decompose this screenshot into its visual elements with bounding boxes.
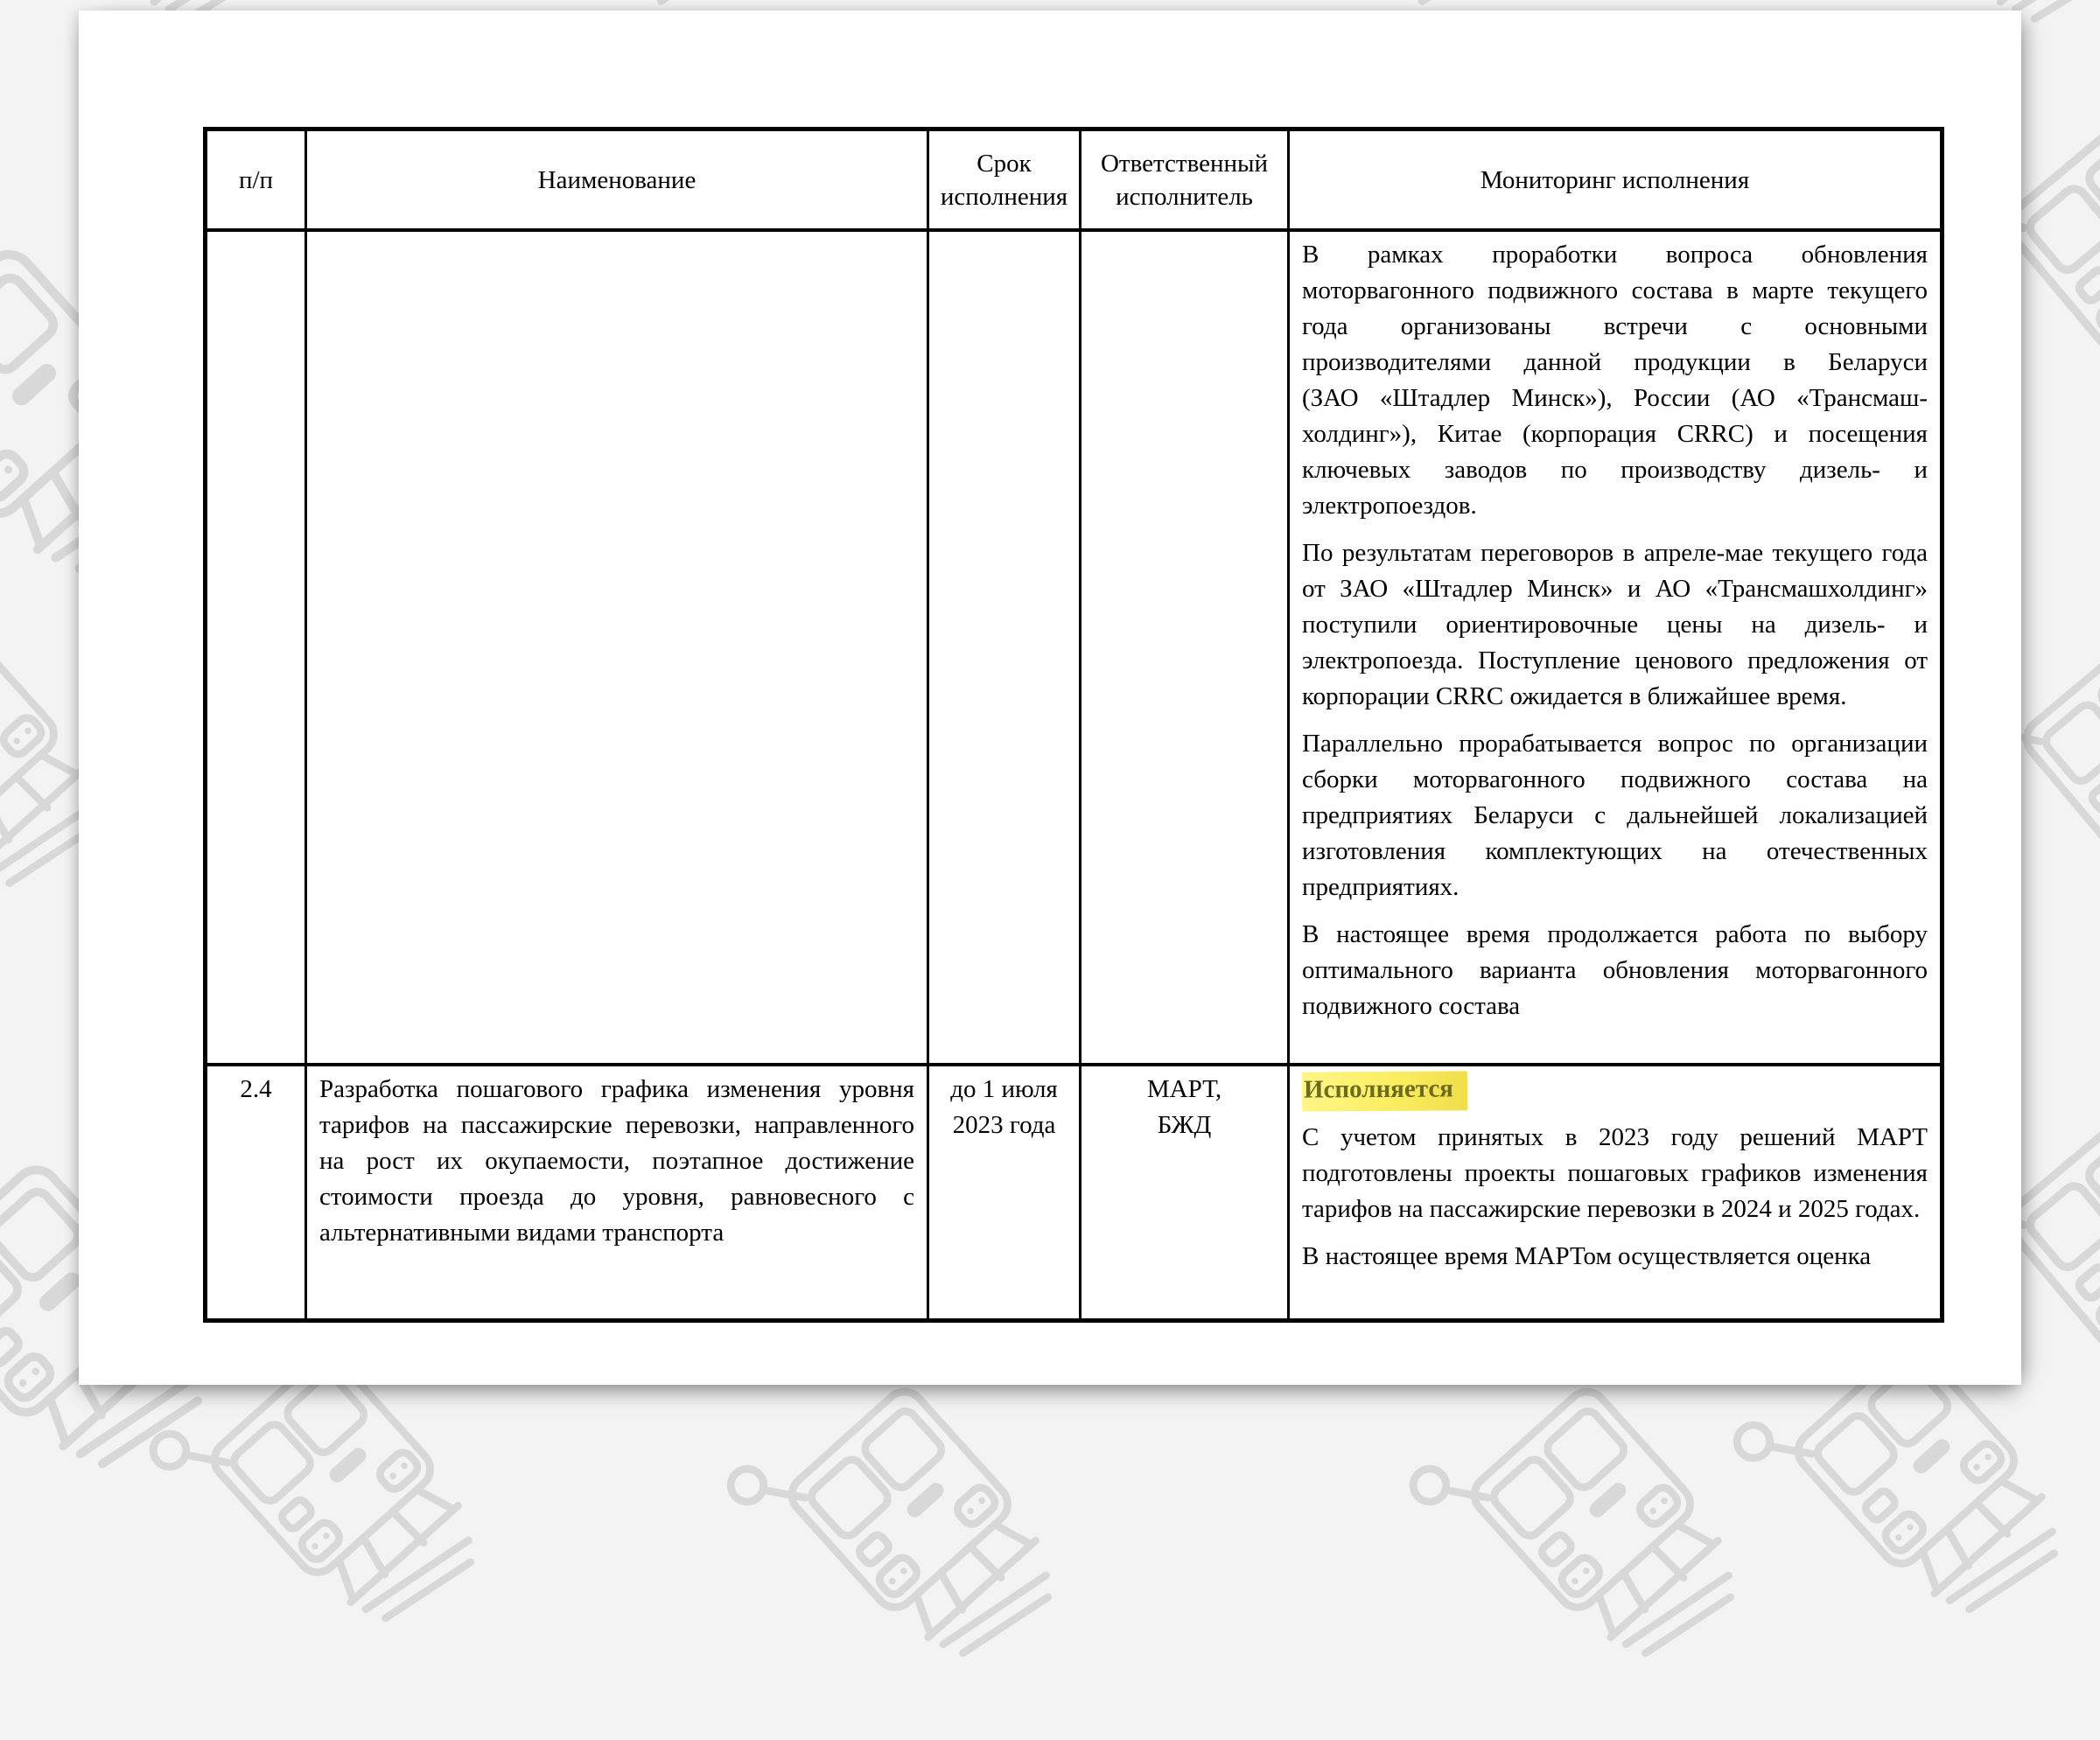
column-header-monitoring: Мониторинг исполнения (1289, 129, 1942, 231)
cell-executor (1081, 230, 1289, 1065)
column-header-executor: Ответственный исполнитель (1081, 129, 1289, 231)
cell-name (306, 230, 928, 1065)
cell-monitoring (1289, 230, 1942, 1065)
cell-deadline (928, 230, 1081, 1065)
executor-line: МАРТ, (1146, 1075, 1222, 1103)
deadline-line: 2023 года (952, 1111, 1056, 1139)
deadline-line: до 1 июля (950, 1075, 1058, 1103)
status-badge: Исполняется (1302, 1071, 1467, 1111)
cell-num (206, 230, 306, 1065)
monitoring-paragraph: С учетом принятых в 2023 году решений МАРТ подготовлены проекты пошаговых графиков изменения тарифов на пассажирские перевозки в 2024 и 2025 годах. (1302, 1123, 1928, 1223)
cell-monitoring (1289, 1065, 1942, 1321)
executor-line: БЖД (1157, 1111, 1212, 1139)
monitoring-paragraph: В настоящее время продолжается работа по выбору оптимального варианта обновления моторвагонного подвижного состава (1302, 920, 1928, 1020)
column-header-name: Наименование (306, 129, 928, 231)
monitoring-paragraph: В рамках проработки вопроса обновления моторвагонного подвижного состава в марте текущего года организованы встречи с основными производителями данной продукции в Беларуси (ЗАО «Штадлер Минск»), России (АО «Трансмаш-холдинг»), Китае (корпорация CRRC) и посещения ключевых заводов по производству дизель- и электропоездов. (1302, 241, 1928, 520)
table-row (206, 230, 1942, 1065)
table-row (206, 1065, 1942, 1321)
cell-deadline (928, 1065, 1081, 1321)
monitoring-paragraph: Параллельно прорабатывается вопрос по организации сборки моторвагонного подвижного состава на предприятиях Беларуси с дальнейшей локализацией изготовления комплектующих на отечественных предприятиях. (1302, 730, 1928, 901)
document-page (79, 10, 2021, 1385)
monitoring-table (203, 127, 1944, 1323)
column-header-deadline: Срок исполнения (928, 129, 1081, 231)
column-header-num: п/п (206, 129, 306, 231)
table-header-row (206, 129, 1942, 231)
cell-name: Разработка пошагового графика изменения уровня тарифов на пассажирские перевозки, направленного на рост их окупаемости, поэтапное достижение стоимости проезда до уровня, равновесного с альтернативными видами транспорта (306, 1065, 928, 1321)
cell-executor (1081, 1065, 1289, 1321)
cell-num: 2.4 (206, 1065, 306, 1321)
monitoring-paragraph: По результатам переговоров в апреле-мае текущего года от ЗАО «Штадлер Минск» и АО «Трансмашхолдинг» поступили ориентировочные цены на дизель- и электропоезда. Поступление ценового предложения от корпорации CRRC ожидается в ближайшее время. (1302, 539, 1928, 710)
monitoring-paragraph: В настоящее время МАРТом осуществляется оценка (1302, 1242, 1872, 1270)
